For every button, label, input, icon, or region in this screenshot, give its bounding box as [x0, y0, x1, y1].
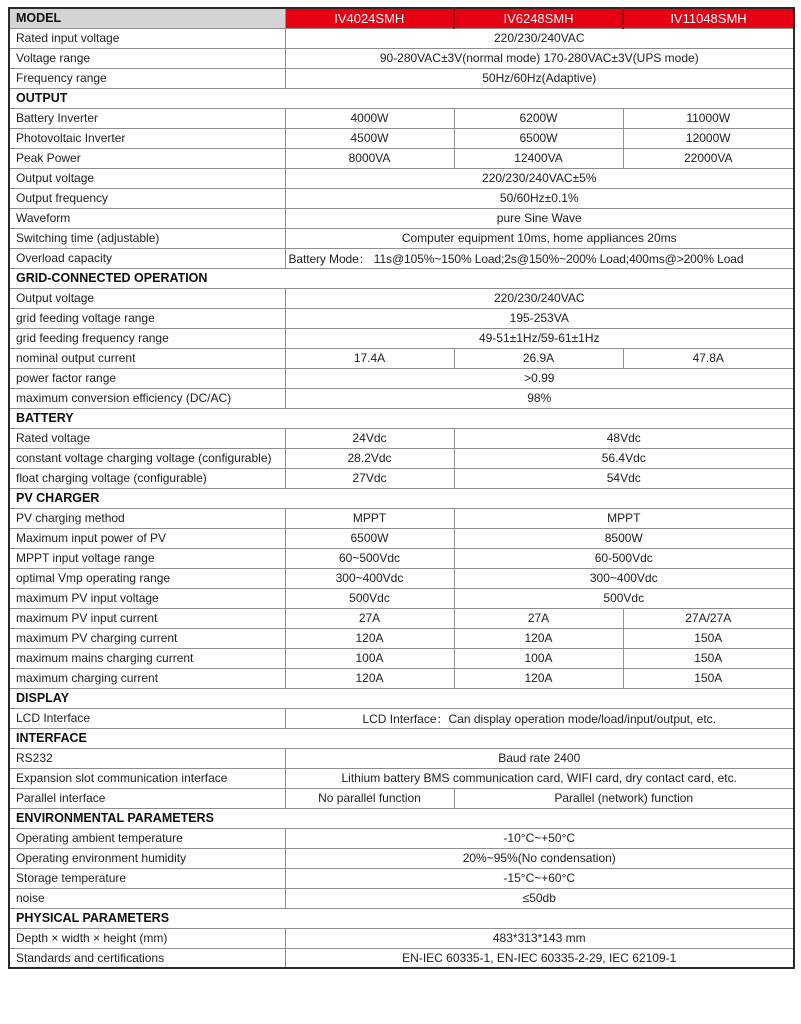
- spec-row: [9, 48, 794, 68]
- spec-value: 4500W: [285, 128, 454, 148]
- spec-value: >0.99: [285, 368, 794, 388]
- spec-row: [9, 848, 794, 868]
- spec-value: 120A: [454, 668, 623, 688]
- section-title: PHYSICAL PARAMETERS: [9, 908, 794, 928]
- spec-value: 120A: [285, 628, 454, 648]
- spec-value: No parallel function: [285, 788, 454, 808]
- section-title: INTERFACE: [9, 728, 794, 748]
- spec-label: Switching time (adjustable): [9, 228, 285, 248]
- spec-value: 11000W: [623, 108, 794, 128]
- spec-label: Overload capacity: [9, 248, 285, 268]
- spec-label: maximum conversion efficiency (DC/AC): [9, 388, 285, 408]
- model-header-row: [9, 8, 794, 28]
- spec-value: 12400VA: [454, 148, 623, 168]
- spec-label: Rated input voltage: [9, 28, 285, 48]
- spec-label: Rated voltage: [9, 428, 285, 448]
- spec-label: Frequency range: [9, 68, 285, 88]
- spec-row: [9, 208, 794, 228]
- spec-value: Parallel (network) function: [454, 788, 794, 808]
- spec-label: maximum PV charging current: [9, 628, 285, 648]
- spec-value: 100A: [285, 648, 454, 668]
- spec-value: 27A: [285, 608, 454, 628]
- spec-value: 49-51±1Hz/59-61±1Hz: [285, 328, 794, 348]
- spec-value: 12000W: [623, 128, 794, 148]
- spec-value: 8000VA: [285, 148, 454, 168]
- spec-value: 47.8A: [623, 348, 794, 368]
- section-row: [9, 728, 794, 748]
- spec-label: Standards and certifications: [9, 948, 285, 968]
- spec-row: [9, 628, 794, 648]
- spec-label: Output voltage: [9, 168, 285, 188]
- spec-row: [9, 108, 794, 128]
- spec-row: [9, 28, 794, 48]
- spec-table-body: [9, 28, 794, 968]
- spec-value: Baud rate 2400: [285, 748, 794, 768]
- spec-row: [9, 568, 794, 588]
- spec-label: Waveform: [9, 208, 285, 228]
- spec-label: LCD Interface: [9, 708, 285, 728]
- spec-row: [9, 948, 794, 968]
- spec-value: pure Sine Wave: [285, 208, 794, 228]
- spec-value: 220/230/240VAC: [285, 28, 794, 48]
- spec-row: [9, 608, 794, 628]
- spec-value: 60-500Vdc: [454, 548, 794, 568]
- spec-value: 100A: [454, 648, 623, 668]
- spec-value: 6200W: [454, 108, 623, 128]
- spec-label: Output frequency: [9, 188, 285, 208]
- spec-value: 150A: [623, 628, 794, 648]
- spec-row: [9, 828, 794, 848]
- spec-value: LCD Interface：Can display operation mode/load/input/output, etc.: [285, 708, 794, 728]
- spec-value: 220/230/240VAC: [285, 288, 794, 308]
- spec-row: [9, 528, 794, 548]
- spec-row: [9, 388, 794, 408]
- spec-label: Depth × width × height (mm): [9, 928, 285, 948]
- inverter-spec-table: [8, 7, 795, 969]
- spec-row: [9, 708, 794, 728]
- spec-value: 50Hz/60Hz(Adaptive): [285, 68, 794, 88]
- section-row: [9, 408, 794, 428]
- spec-value: 483*313*143 mm: [285, 928, 794, 948]
- spec-value: 120A: [454, 628, 623, 648]
- spec-value: 27A/27A: [623, 608, 794, 628]
- spec-value: 195-253VA: [285, 308, 794, 328]
- spec-value: 220/230/240VAC±5%: [285, 168, 794, 188]
- model-header-label: MODEL: [9, 8, 285, 28]
- spec-label: Operating ambient temperature: [9, 828, 285, 848]
- spec-value: 4000W: [285, 108, 454, 128]
- spec-row: [9, 288, 794, 308]
- spec-label: MPPT input voltage range: [9, 548, 285, 568]
- spec-label: maximum PV input voltage: [9, 588, 285, 608]
- model-name-iv4024smh: IV4024SMH: [285, 8, 454, 28]
- spec-value: Battery Mode： 11s@105%~150% Load;2s@150%~200% Load;400ms@>200% Load: [285, 248, 794, 268]
- section-row: [9, 268, 794, 288]
- spec-value: 24Vdc: [285, 428, 454, 448]
- spec-label: Battery Inverter: [9, 108, 285, 128]
- spec-value: 28.2Vdc: [285, 448, 454, 468]
- spec-value: 54Vdc: [454, 468, 794, 488]
- spec-row: [9, 68, 794, 88]
- section-title: DISPLAY: [9, 688, 794, 708]
- spec-value: 120A: [285, 668, 454, 688]
- spec-value: -15°C~+60°C: [285, 868, 794, 888]
- spec-value: 20%~95%(No condensation): [285, 848, 794, 868]
- section-title: ENVIRONMENTAL PARAMETERS: [9, 808, 794, 828]
- spec-label: noise: [9, 888, 285, 908]
- spec-value: 300~400Vdc: [454, 568, 794, 588]
- spec-label: grid feeding frequency range: [9, 328, 285, 348]
- spec-label: Output voltage: [9, 288, 285, 308]
- spec-value: 500Vdc: [285, 588, 454, 608]
- spec-row: [9, 348, 794, 368]
- spec-value: 150A: [623, 668, 794, 688]
- spec-value: Computer equipment 10ms, home appliances 20ms: [285, 228, 794, 248]
- spec-row: [9, 508, 794, 528]
- spec-row: [9, 748, 794, 768]
- spec-value: -10°C~+50°C: [285, 828, 794, 848]
- spec-value: 60~500Vdc: [285, 548, 454, 568]
- spec-label: maximum charging current: [9, 668, 285, 688]
- spec-row: [9, 788, 794, 808]
- spec-value: 90-280VAC±3V(normal mode) 170-280VAC±3V(UPS mode): [285, 48, 794, 68]
- section-title: OUTPUT: [9, 88, 794, 108]
- spec-row: [9, 928, 794, 948]
- spec-label: Photovoltaic Inverter: [9, 128, 285, 148]
- spec-label: Voltage range: [9, 48, 285, 68]
- spec-row: [9, 648, 794, 668]
- spec-label: nominal output current: [9, 348, 285, 368]
- spec-row: [9, 368, 794, 388]
- spec-value: ≤50db: [285, 888, 794, 908]
- spec-row: [9, 428, 794, 448]
- spec-value: 17.4A: [285, 348, 454, 368]
- section-row: [9, 808, 794, 828]
- spec-value: 22000VA: [623, 148, 794, 168]
- spec-label: float charging voltage (configurable): [9, 468, 285, 488]
- spec-value: 50/60Hz±0.1%: [285, 188, 794, 208]
- spec-value: 8500W: [454, 528, 794, 548]
- spec-row: [9, 768, 794, 788]
- spec-label: Storage temperature: [9, 868, 285, 888]
- spec-value: 300~400Vdc: [285, 568, 454, 588]
- spec-row: [9, 228, 794, 248]
- section-title: GRID-CONNECTED OPERATION: [9, 268, 794, 288]
- section-row: [9, 908, 794, 928]
- spec-label: Expansion slot communication interface: [9, 768, 285, 788]
- model-name-iv11048smh: IV11048SMH: [623, 8, 794, 28]
- spec-value: 26.9A: [454, 348, 623, 368]
- spec-label: constant voltage charging voltage (configurable): [9, 448, 285, 468]
- spec-row: [9, 868, 794, 888]
- spec-value: 6500W: [285, 528, 454, 548]
- spec-label: grid feeding voltage range: [9, 308, 285, 328]
- spec-label: optimal Vmp operating range: [9, 568, 285, 588]
- spec-label: maximum mains charging current: [9, 648, 285, 668]
- spec-value: 150A: [623, 648, 794, 668]
- spec-label: Operating environment humidity: [9, 848, 285, 868]
- spec-row: [9, 148, 794, 168]
- section-title: BATTERY: [9, 408, 794, 428]
- section-title: PV CHARGER: [9, 488, 794, 508]
- spec-value: MPPT: [454, 508, 794, 528]
- spec-row: [9, 168, 794, 188]
- spec-value: EN-IEC 60335-1, EN-IEC 60335-2-29, IEC 62109-1: [285, 948, 794, 968]
- spec-value: 500Vdc: [454, 588, 794, 608]
- spec-label: maximum PV input current: [9, 608, 285, 628]
- spec-value: 56.4Vdc: [454, 448, 794, 468]
- spec-value: 27Vdc: [285, 468, 454, 488]
- spec-value: 6500W: [454, 128, 623, 148]
- spec-label: PV charging method: [9, 508, 285, 528]
- spec-row: [9, 588, 794, 608]
- spec-label: power factor range: [9, 368, 285, 388]
- spec-row: [9, 248, 794, 268]
- spec-value: 27A: [454, 608, 623, 628]
- spec-row: [9, 468, 794, 488]
- spec-row: [9, 188, 794, 208]
- spec-label: Maximum input power of PV: [9, 528, 285, 548]
- spec-row: [9, 308, 794, 328]
- section-row: [9, 488, 794, 508]
- spec-value: MPPT: [285, 508, 454, 528]
- section-row: [9, 88, 794, 108]
- spec-row: [9, 328, 794, 348]
- spec-value: 98%: [285, 388, 794, 408]
- spec-row: [9, 888, 794, 908]
- spec-label: RS232: [9, 748, 285, 768]
- spec-value: Lithium battery BMS communication card, WIFI card, dry contact card, etc.: [285, 768, 794, 788]
- spec-row: [9, 548, 794, 568]
- spec-label: Peak Power: [9, 148, 285, 168]
- spec-row: [9, 668, 794, 688]
- model-name-iv6248smh: IV6248SMH: [454, 8, 623, 28]
- section-row: [9, 688, 794, 708]
- spec-label: Parallel interface: [9, 788, 285, 808]
- spec-row: [9, 128, 794, 148]
- spec-value: 48Vdc: [454, 428, 794, 448]
- spec-row: [9, 448, 794, 468]
